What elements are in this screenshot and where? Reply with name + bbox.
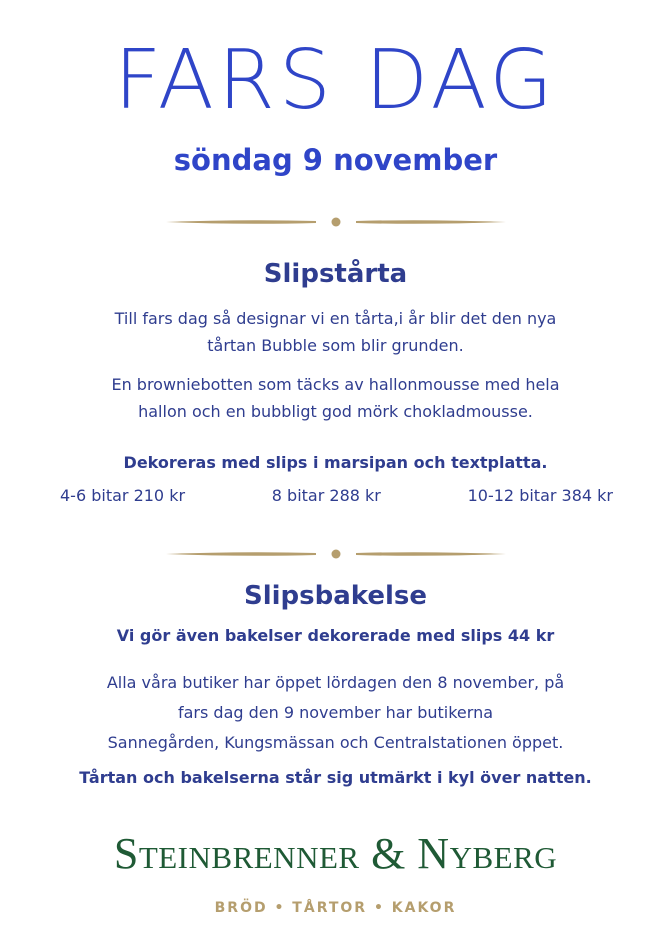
ornament-divider <box>0 547 671 561</box>
info-line: Sannegården, Kungsmässan och Centralstationen öppet. <box>107 733 564 752</box>
decoration-note: Dekoreras med slips i marsipan och textplatta. <box>123 453 548 472</box>
ornament-divider <box>0 215 671 229</box>
description-line: En browniebotten som täcks av hallonmousse med hela <box>111 375 560 394</box>
price-item: 4-6 bitar 210 kr <box>60 486 186 505</box>
intro-paragraph <box>0 305 671 359</box>
price-item: 8 bitar 288 kr <box>271 486 381 505</box>
info-line: fars dag den 9 november har butikerna <box>177 703 494 722</box>
intro-line: Till fars dag så designar vi en tårta,i år blir det den nya <box>114 309 557 328</box>
price-item: 10-12 bitar 384 kr <box>467 486 613 505</box>
section-title-slipstarta: Slipstårta <box>263 259 408 289</box>
page-title: FARS DAG <box>114 33 557 128</box>
storage-note: Tårtan och bakelserna står sig utmärkt i kyl över natten. <box>79 768 592 787</box>
info-line: Alla våra butiker har öppet lördagen den 8 november, på <box>106 673 565 692</box>
pastry-offer: Vi gör även bakelser dekorerade med slips 44 kr <box>116 626 555 645</box>
brand-name-text: Steinbrenner & Nyberg <box>113 829 558 878</box>
opening-hours-paragraph <box>0 668 671 758</box>
brand-tagline: BRÖD • TÅRTOR • KAKOR <box>214 900 457 916</box>
intro-line: tårtan Bubble som blir grunden. <box>207 336 464 355</box>
price-list <box>0 486 671 505</box>
description-line: hallon och en bubbligt god mörk chokladmousse. <box>138 402 533 421</box>
section-title-slipsbakelse: Slipsbakelse <box>243 581 428 611</box>
brand-logo <box>0 829 671 878</box>
event-date: söndag 9 november <box>173 143 498 177</box>
description-paragraph <box>0 371 671 425</box>
